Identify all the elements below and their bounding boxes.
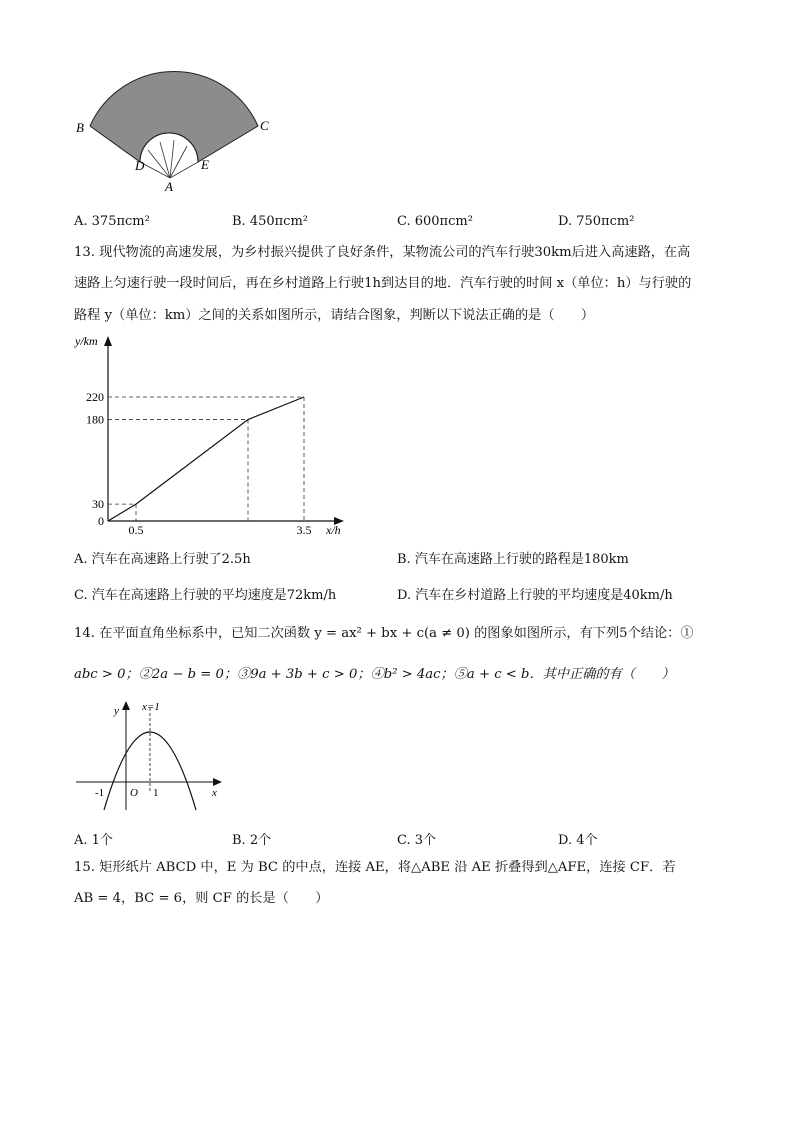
- series-line: [108, 397, 304, 521]
- x-tick-label-0.5: 0.5: [128, 523, 144, 537]
- label-one: 1: [153, 787, 159, 799]
- y-tick-label-220: 220: [86, 390, 104, 404]
- label-C: C: [260, 118, 269, 133]
- q14-text-line2: abc > 0；②2a − b = 0；③9a + 3b + c > 0；④b² > 4ac；⑤a + c < b．其中正确的有（ ）: [74, 667, 675, 682]
- q14-option-c[interactable]: C. 3个: [397, 833, 437, 848]
- q14-option-a[interactable]: A. 1个: [74, 833, 113, 848]
- parabola-graph: [70, 698, 230, 818]
- label-B: B: [76, 120, 84, 135]
- q15-text-line1: 15. 矩形纸片 ABCD 中，E 为 BC 的中点，连接 AE，将△ABE 沿 AE 折叠得到△AFE，连接 CF．若: [74, 860, 676, 875]
- y-axis-arrow: [122, 701, 130, 710]
- label-A: A: [165, 179, 173, 194]
- q13-option-b[interactable]: B. 汽车在高速路上行驶的路程是180km: [397, 552, 629, 567]
- distance-time-chart: [70, 332, 360, 542]
- y-tick-label-180: 180: [86, 412, 104, 427]
- q13-text-line1: 13. 现代物流的高速发展，为乡村振兴提供了良好条件，某物流公司的汽车行驶30km后进入高速路，在高: [74, 245, 691, 260]
- label-E: E: [201, 157, 209, 172]
- fan-shaded-region: [90, 72, 258, 162]
- y-tick-label-30: 30: [92, 497, 104, 512]
- x-tick-label-3.5: 3.5: [296, 523, 312, 537]
- q12-option-d[interactable]: D. 750πcm²: [558, 214, 635, 229]
- q13-text-line2: 速路上匀速行驶一段时间后，再在乡村道路上行驶1h到达目的地．汽车行驶的时间 x（单位：h）与行驶的: [74, 276, 692, 291]
- q15-text-line2: AB = 4，BC = 6，则 CF 的长是（ ）: [74, 891, 329, 906]
- q13-option-a[interactable]: A. 汽车在高速路上行驶了2.5h: [74, 552, 251, 567]
- inner-fan-rays: [140, 140, 198, 178]
- fan-figure: [70, 70, 290, 195]
- label-y: y: [114, 705, 119, 717]
- q12-option-b[interactable]: B. 450πcm²: [232, 214, 308, 229]
- q13-option-c[interactable]: C. 汽车在高速路上行驶的平均速度是72km/h: [74, 588, 337, 603]
- q12-option-a[interactable]: A. 375πcm²: [74, 214, 150, 229]
- q14-text-line1: 14. 在平面直角坐标系中，已知二次函数 y = ax² + bx + c(a ≠ 0) 的图象如图所示，有下列5个结论：①: [74, 626, 694, 641]
- q14-option-d[interactable]: D. 4个: [558, 833, 598, 848]
- label-neg-one: -1: [95, 787, 105, 799]
- label-x-equals-1: x=1: [142, 701, 160, 713]
- label-x: x: [212, 787, 217, 799]
- q14-option-b[interactable]: B. 2个: [232, 833, 272, 848]
- q13-option-d[interactable]: D. 汽车在乡村道路上行驶的平均速度是40km/h: [397, 588, 673, 603]
- label-origin: O: [130, 787, 138, 799]
- x-axis-label: x/h: [326, 523, 341, 537]
- label-D: D: [135, 158, 145, 173]
- y-axis-label: y/km: [75, 334, 98, 348]
- x-axis-arrow: [213, 778, 222, 786]
- y-tick-label-0: 0: [98, 514, 104, 528]
- q12-option-c[interactable]: C. 600πcm²: [397, 214, 473, 229]
- q13-text-line3: 路程 y（单位：km）之间的关系如图所示，请结合图象，判断以下说法正确的是（ ）: [74, 308, 595, 323]
- y-axis-arrow: [104, 336, 112, 346]
